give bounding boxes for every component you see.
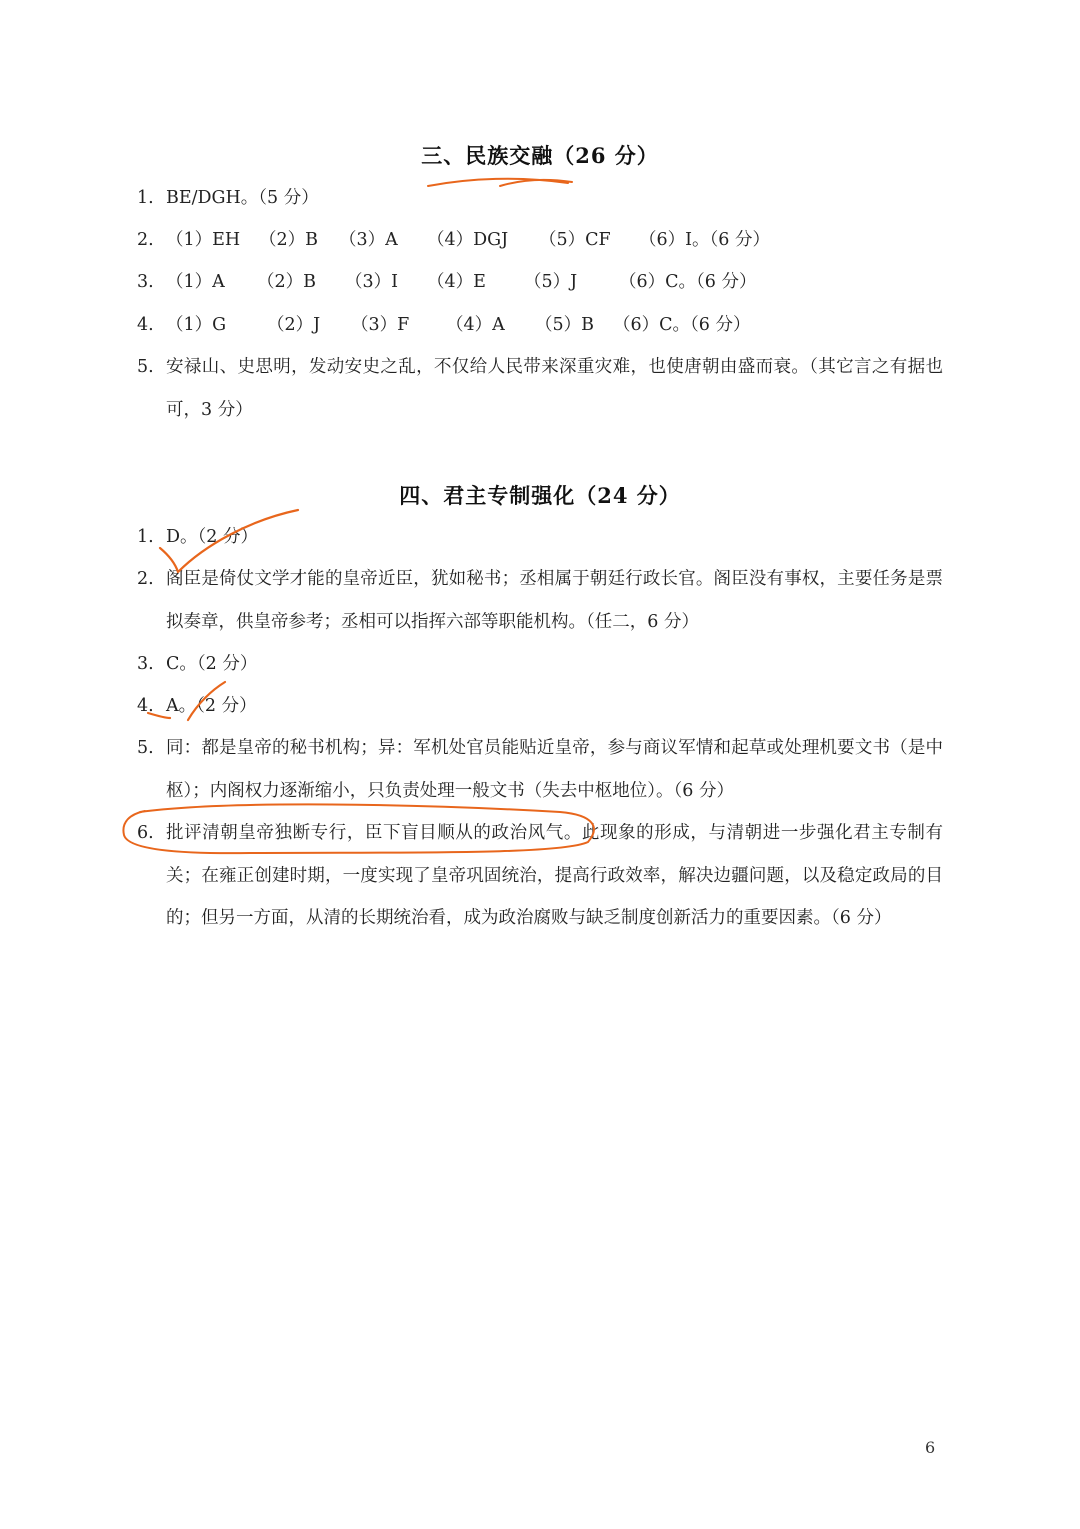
s4-q4-answer: A。（2 分）	[166, 696, 257, 716]
s3-q1-answer: BE/DGH。（5 分）	[166, 188, 319, 208]
s4-q1-answer: D。（2 分）	[166, 527, 258, 547]
s3-q2-number: 2.	[137, 230, 154, 250]
s3-q2-choice: （2）B	[259, 230, 318, 250]
s3-q3-number: 3.	[137, 272, 154, 292]
s3-q4-choice: （4）A	[446, 315, 505, 335]
s3-q2-choice: （5）CF	[539, 230, 611, 250]
s3-q3-choice: （3）I	[345, 272, 399, 292]
s3-q4-choice: （6）C。（6 分）	[613, 315, 751, 335]
s3-q4-number: 4.	[137, 315, 154, 335]
s3-q3-choice: （6）C。（6 分）	[619, 272, 757, 292]
s3-q3-choice: （2）B	[257, 272, 316, 292]
s3-q4-choice: （2）J	[267, 315, 321, 335]
s3-question-1	[137, 177, 943, 220]
s4-question-3	[137, 643, 943, 686]
s4-q5-answer: 同：都是皇帝的秘书机构；异：军机处官员能贴近皇帝，参与商议军情和起草或处理机要文书（是中枢）；内阁权力逐渐缩小，只负责处理一般文书（失去中枢地位）。（6 分）	[166, 738, 943, 801]
s4-q5-number: 5.	[137, 738, 154, 758]
s4-question-4	[137, 685, 943, 728]
section-3-title: 三、民族交融（26 分）	[421, 143, 659, 168]
s3-q3-choice: （1）A	[166, 272, 225, 292]
s4-q4-number: 4.	[137, 696, 154, 716]
s3-q2-choice: （3）A	[339, 230, 398, 250]
s4-q3-answer: C。（2 分）	[166, 654, 258, 674]
s3-q5-answer: 安禄山、史思明，发动安史之乱，不仅给人民带来深重灾难，也使唐朝由盛而衰。（其它言之有据也可，3 分）	[166, 357, 943, 420]
s4-q6-answer: 批评清朝皇帝独断专行，臣下盲目顺从的政治风气。此现象的形成，与清朝进一步强化君主专制有关；在雍正创建时期，一度实现了皇帝巩固统治，提高行政效率，解决边疆问题，以及稳定政局的目的；但另一方面，从清的长期统治看，成为政治腐败与缺乏制度创新活力的重要因素。（6 分）	[166, 823, 943, 928]
s4-q2-answer: 阁臣是倚仗文学才能的皇帝近臣，犹如秘书；丞相属于朝廷行政长官。阁臣没有事权，主要任务是票拟奏章，供皇帝参考；丞相可以指挥六部等职能机构。（任二，6 分）	[166, 569, 943, 632]
s3-q3-choice: （5）J	[524, 272, 578, 292]
section-4-title: 四、君主专制强化（24 分）	[399, 483, 681, 508]
s3-q5-number: 5.	[137, 357, 154, 377]
page-number: 6	[925, 1438, 936, 1457]
s4-q2-number: 2.	[137, 569, 154, 589]
s3-q2-choice: （6）I。（6 分）	[639, 230, 770, 250]
s4-question-5	[137, 727, 943, 812]
s3-q2-choice: （1）EH	[166, 230, 241, 250]
s3-q2-choice: （4）DGJ	[427, 230, 509, 250]
s3-q1-number: 1.	[137, 188, 154, 208]
s4-q6-number: 6.	[137, 823, 154, 843]
s3-q3-choice: （4）E	[427, 272, 486, 292]
s4-question-1	[137, 516, 943, 559]
s4-question-2	[137, 558, 943, 643]
s3-question-5	[137, 346, 943, 431]
s4-q3-number: 3.	[137, 654, 154, 674]
s4-question-6	[137, 812, 943, 940]
s4-q1-number: 1.	[137, 527, 154, 547]
s3-q4-choice: （1）G	[166, 315, 227, 335]
s3-q4-choice: （5）B	[535, 315, 594, 335]
s3-q4-choice: （3）F	[351, 315, 410, 335]
